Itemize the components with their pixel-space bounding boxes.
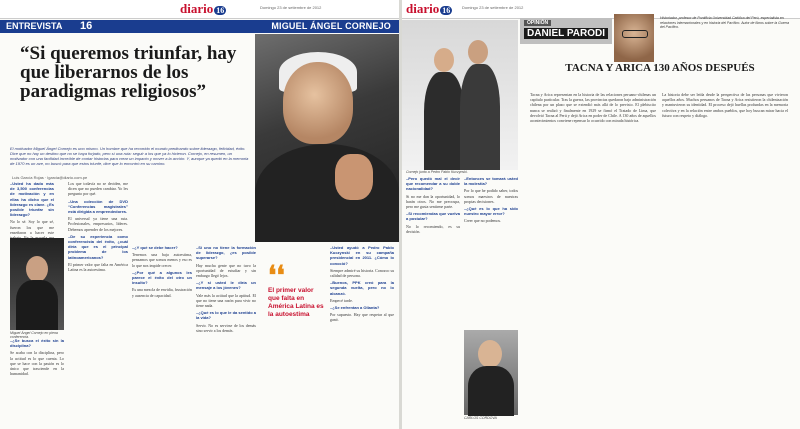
- interview-question: –¿Qué es lo que le da sentido a la vida?: [196, 310, 256, 321]
- interview-answer: Por lo que he podido saber, todos somos maestros de nuestras propias decisiones.: [464, 188, 518, 204]
- quote-mark-icon: ❛❛: [268, 261, 285, 290]
- article-column-2: [68, 181, 128, 426]
- interview-photo-portrait: [464, 330, 518, 415]
- section-label: ENTREVISTA: [6, 21, 63, 31]
- columnist-bio: Historiador, profesor de Pontificia Universidad Católica del Perú, especialista en relaciones internacionales y en historia del Pacífico. Autor de libros sobre la Guerra del Pacífico.: [660, 16, 790, 29]
- left-page: [0, 0, 399, 429]
- interview-answer: Servir. No es servirse de los demás sino servir a los demás.: [196, 322, 256, 333]
- photo-caption-1: Miguel Ángel Cornejo en plena conferencia.: [10, 331, 58, 339]
- conference-photo: [10, 238, 64, 330]
- interview-answer: Vale más la actitud que la aptitud. El que no tiene una razón para vivir no tiene nada.: [196, 292, 256, 309]
- interview-question: –¿Se busca el éxito sin la disciplina?: [10, 338, 64, 349]
- left-date: Domingo 23 de setiembre de 2012: [260, 5, 322, 10]
- deck-text: El motivador Miguel Ángel Cornejo es uno mismo. Un hombre que ha recorrido el mundo predicando sobre liderazgo, felicidad, éxito. Dice que no hay un destino que no se haya forjado, pero sí una ruta: seguir a los que ya lo hicieron. Cornejo, en resumen, un motivador con una facilidad increíble de contar historias para crear un impacto y mover a la acción. Y, aunque ya quedó en la memoria de 1970 es un ave, no buscó para que estos triunfe, dice que lo encontró en su camino.: [10, 146, 249, 166]
- interview-question: –¿Se enfrentan a Ollanta?: [330, 305, 380, 311]
- columnist-avatar: [614, 14, 654, 62]
- byline-email: lgarcia@diario.com.pe: [47, 175, 88, 180]
- photo-caption-2: Cornejo junto a Pedro Pablo Kuczynski.: [406, 170, 468, 174]
- opinion-column-2: La historia debe ser leída desde la perspectiva de las personas que vivieron aquellos años. Muchos peruanos de Tacna y Arica resistieron la chilenización y mantuvieron su identidad. El proceso dejó huellas profundas en la memoria colectiva y en la relación entre ambos pueblos, que hoy buscan mirar hacia el futuro con respeto y diálogo.: [662, 92, 788, 118]
- interview-answer: Los que todavía no se deciden, me dicen que no pueden cambiar. Yo les pregunto por qué.: [68, 181, 128, 197]
- interview-answer: Se acaba con la disciplina, pero la actitud es lo que cuenta. Lo que se hace con la pasión es lo único que trasciende en la humanidad.: [10, 350, 64, 377]
- article-column-5b: [464, 176, 518, 326]
- interview-answer: Es una mezcla de envidia, frustración y ausencia de capacidad.: [132, 287, 192, 298]
- interview-question: –¿Por qué a algunos les parece el éxito del otro un insulto?: [132, 269, 192, 286]
- interview-answer: Creer que no podemos.: [464, 218, 502, 224]
- interview-question: –¿Qué es lo que ha sido nuestro mayor error?: [464, 206, 518, 217]
- interview-answer: Siempre admiré su historia. Conozco su calidad de persona.: [330, 267, 394, 279]
- interview-question: –Si recomiendas que vuelva a postular?: [406, 211, 460, 222]
- interview-question: –De su experiencia como conferencista del éxito, ¿cuál diría que es el principal problema de los latinoamericanos?: [68, 233, 128, 260]
- interview-question: –Usted ayudó a Pedro Pablo Kuczynski en su campaña presidencial en 2011. ¿Cómo lo conoció?: [330, 245, 394, 266]
- headline: “Si queremos triunfar, hay que liberarnos de los paradigmas religiosos”: [20, 43, 237, 102]
- interview-question: –Pero quedó mal el decir que recomendar a su doble nacionalidad?: [406, 176, 460, 192]
- right-logo: diario 16: [406, 1, 451, 16]
- interview-answer: El primer valor que falta en América Latina es la autoestima.: [68, 261, 128, 273]
- interview-question: –Si uno no tiene la formación de liderazgo, ¿es posible superarse?: [196, 245, 256, 261]
- interview-answer: Empecé tarde.: [330, 297, 353, 303]
- page-number: 16: [80, 20, 93, 32]
- interview-photo-group: [402, 20, 518, 170]
- section-bar: [0, 20, 399, 33]
- interview-question: –¿Y qué se debe hacer?: [132, 245, 178, 250]
- interview-question: –Buenos, PPK creó para la segunda vuelta, pero no lo alcanzó.: [330, 280, 394, 296]
- left-logo: diario 16: [180, 1, 225, 16]
- article-column-5: [406, 176, 460, 426]
- photo-credit: CARLOS CORDOVA: [464, 416, 497, 420]
- opinion-column-1: Tacna y Arica representan en la historia de las relaciones peruano-chilenas un capítulo particular. Tras la guerra, las provincias quedaron bajo administración chilena por un plazo que se extendió más allá de lo previsto. El plebiscito nunca se realizó y finalmente en 1929 se firmó el Tratado de Lima, que devolvió Tacna al Perú y dejó Arica en poder de Chile. A 130 años de aquellos acontecimientos conviene repensar lo ocurrido con mirada histórica.: [530, 92, 656, 124]
- byline: Luis García Rojas · lgarcia@diario.com.pe: [12, 175, 88, 180]
- article-column-1: [10, 181, 54, 237]
- interview-question: –¿Y si usted le diría un mensaje a los jóvenes?: [196, 280, 256, 291]
- article-column-6: [330, 245, 394, 426]
- interview-question: –Entonces se tomará usted la molestia?: [464, 176, 518, 187]
- interview-answer: Hay mucha gente que no tuvo la oportunidad de estudiar y sin embargo llegó lejos.: [196, 262, 256, 279]
- interview-question: –Una colección de DVD “Conferencias magistrales” está dirigida a emprendedores.: [68, 198, 128, 215]
- interview-answer: No lo recomiendo, es su decisión.: [406, 223, 460, 234]
- logo-badge: 16: [216, 5, 225, 15]
- columnist-name: DANIEL PARODI: [524, 28, 608, 39]
- opinion-column-header: [520, 18, 612, 44]
- column-label: OPINIÓN: [524, 20, 551, 26]
- left-page-header: [0, 0, 399, 19]
- interview-answer: Tenemos una baja autoestima, pensamos que somos menos y eso es lo que nos impide crecer.: [132, 252, 192, 268]
- interview-answer: El universal ya tiene una ruta. Profesionales, empresarios, líderes. Debemos aprender de los mejores.: [68, 216, 128, 232]
- opinion-title: TACNA Y ARICA 130 AÑOS DESPUÉS: [565, 62, 755, 74]
- article-column-3: [132, 245, 192, 426]
- article-column-1b: [10, 338, 64, 426]
- article-column-4: [196, 245, 256, 426]
- right-logo-badge: 16: [442, 5, 451, 15]
- right-date: Domingo 23 de setiembre de 2012: [462, 5, 524, 10]
- interview-answer: No lo sé. Soy lo que sé, fueron los que me enseñaron a hacer este: [10, 219, 54, 235]
- pull-quote: ❛❛ El primer valor que falta en América Latina es la autoestima: [268, 265, 326, 319]
- subject-name: MIGUEL ÁNGEL CORNEJO: [271, 21, 391, 31]
- hero-photo: [255, 34, 399, 242]
- interview-answer: Si no me dan la oportunidad, lo harán otros. No me preocupa, pero me gusta sentirme parte.: [406, 193, 460, 210]
- interview-answer: Por supuesto. Hay que respetar al que ganó.: [330, 312, 394, 323]
- interview-question: –Usted ha dado más de 3,500 conferencias de motivación y en ellas ha dicho que el liderazgo es clave. ¿Es posible triunfar sin liderazgo?: [10, 181, 54, 218]
